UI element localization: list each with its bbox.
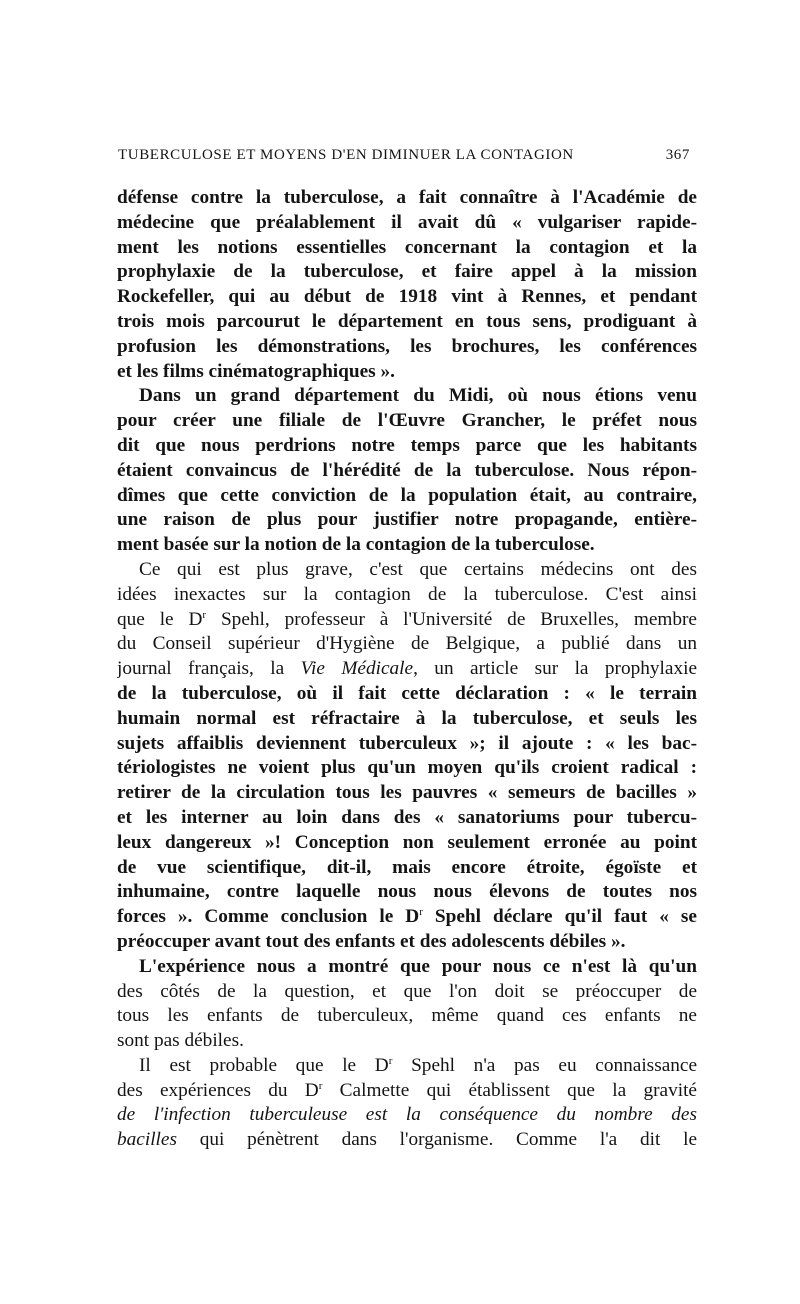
- text-line: [117, 781, 697, 806]
- text-segment: journal français, la: [117, 658, 301, 680]
- superscript: r: [388, 1054, 393, 1067]
- superscript: r: [419, 906, 423, 919]
- text-line: [117, 955, 697, 980]
- text-line: [117, 831, 697, 856]
- text-line: [117, 186, 697, 211]
- text-line: [117, 384, 697, 409]
- text-segment: prophylaxie de la tuberculose, et faire appel à la mission: [117, 261, 697, 283]
- text-line: [117, 508, 697, 533]
- text-segment: des expériences du D: [117, 1079, 319, 1101]
- text-segment: profusion les démonstrations, les brochures, les conférences: [117, 335, 697, 357]
- italic-text: Vie Médicale: [300, 658, 414, 680]
- text-line: [117, 905, 697, 930]
- text-line: [117, 657, 697, 682]
- text-segment: dîmes que cette conviction de la population était, au contraire,: [117, 484, 697, 506]
- text-segment: retirer de la circulation tous les pauvres « semeurs de bacilles »: [117, 782, 697, 804]
- text-line: [117, 558, 697, 583]
- text-line: [117, 1103, 697, 1128]
- text-line: [117, 211, 697, 236]
- text-segment: Calmette qui établissent que la gravité: [322, 1079, 697, 1101]
- text-segment: sont pas débiles.: [117, 1030, 244, 1052]
- text-line: [117, 583, 697, 608]
- text-line: [117, 533, 697, 558]
- text-segment: dit que nous perdrions notre temps parce que les habitants: [117, 434, 697, 456]
- text-line: [117, 434, 697, 459]
- text-line: [117, 1029, 697, 1054]
- page-number: 367: [665, 147, 690, 163]
- text-segment: des côtés de la question, et que l'on doit se préoccuper de: [117, 980, 697, 1002]
- text-segment: Spehl, professeur à l'Université de Bruxelles, membre: [206, 608, 697, 630]
- text-line: [117, 732, 697, 757]
- text-line: [117, 856, 697, 881]
- italic-text: de l'infection tuberculeuse est la conséquence du nombre des: [117, 1104, 697, 1126]
- text-segment: préoccuper avant tout des enfants et des adolescents débiles ».: [117, 930, 626, 952]
- italic-text: bacilles: [117, 1129, 177, 1151]
- text-segment: , un article sur la prophylaxie: [413, 658, 697, 680]
- text-line: [117, 608, 697, 633]
- text-segment: Rockefeller, qui au début de 1918 vint à Rennes, et pendant: [117, 286, 697, 308]
- superscript: r: [202, 608, 207, 621]
- text-segment: leux dangereux »! Conception non seulement erronée au point: [117, 831, 697, 853]
- text-segment: que le D: [117, 608, 203, 630]
- text-line: [117, 930, 697, 955]
- text-segment: L'expérience nous a montré que pour nous ce n'est là qu'un: [139, 955, 697, 977]
- text-segment: humain normal est réfractaire à la tuberculose, et seuls les: [117, 707, 697, 729]
- text-segment: trois mois parcourut le département en tous sens, prodiguant à: [117, 310, 697, 332]
- text-line: [117, 310, 697, 335]
- text-segment: médecine que préalablement il avait dû « vulgariser rapide-: [117, 211, 697, 233]
- text-segment: de la tuberculose, où il fait cette déclaration : « le terrain: [117, 682, 697, 704]
- text-segment: idées inexactes sur la contagion de la tuberculose. C'est ainsi: [117, 583, 697, 605]
- text-segment: étaient convaincus de l'hérédité de la tuberculose. Nous répon-: [117, 459, 697, 481]
- text-line: [117, 1079, 697, 1104]
- text-line: [117, 682, 697, 707]
- text-segment: Dans un grand département du Midi, où nous étions venu: [139, 385, 697, 407]
- running-header: [118, 147, 690, 164]
- text-line: [117, 484, 697, 509]
- text-segment: défense contre la tuberculose, a fait connaître à l'Académie de: [117, 187, 697, 208]
- text-segment: Il est probable que le D: [139, 1054, 389, 1076]
- text-line: [117, 1054, 697, 1079]
- text-line: [117, 260, 697, 285]
- text-line: [117, 980, 697, 1005]
- text-line: [117, 756, 697, 781]
- text-segment: tous les enfants de tuberculeux, même quand ces enfants ne: [117, 1005, 697, 1027]
- running-title: TUBERCULOSE ET MOYENS D'EN DIMINUER LA CONTAGION: [118, 147, 574, 163]
- text-segment: pour créer une filiale de l'Œuvre Grancher, le préfet nous: [117, 410, 697, 432]
- text-line: [117, 285, 697, 310]
- superscript: r: [318, 1079, 323, 1092]
- text-segment: Spehl déclare qu'il faut « se: [422, 906, 697, 928]
- text-segment: forces ». Comme conclusion le D: [117, 906, 420, 928]
- text-segment: de vue scientifique, dit-il, mais encore étroite, égoïste et: [117, 856, 697, 878]
- text-segment: sujets affaiblis deviennent tuberculeux »; il ajoute : « les bac-: [117, 732, 697, 754]
- text-line: [117, 409, 697, 434]
- text-segment: ment les notions essentielles concernant la contagion et la: [117, 236, 697, 258]
- text-line: [117, 632, 697, 657]
- text-segment: Spehl n'a pas eu connaissance: [392, 1054, 697, 1076]
- text-segment: du Conseil supérieur d'Hygiène de Belgique, a publié dans un: [117, 633, 697, 655]
- text-segment: une raison de plus pour justifier notre propagande, entière-: [117, 509, 697, 531]
- text-line: [117, 1004, 697, 1029]
- body-text: [117, 186, 697, 1153]
- text-segment: tériologistes ne voient plus qu'un moyen qu'ils croient radical :: [117, 757, 697, 779]
- text-segment: qui pénètrent dans l'organisme. Comme l'a dit le: [176, 1129, 697, 1151]
- text-segment: Ce qui est plus grave, c'est que certains médecins ont des: [139, 558, 697, 580]
- text-segment: et les interner au loin dans des « sanatoriums pour tubercu-: [117, 806, 697, 828]
- text-segment: inhumaine, contre laquelle nous nous élevons de toutes nos: [117, 881, 697, 903]
- text-segment: ment basée sur la notion de la contagion de la tuberculose.: [117, 534, 595, 556]
- text-line: [117, 236, 697, 261]
- text-line: [117, 806, 697, 831]
- text-segment: et les films cinématographiques ».: [117, 360, 395, 382]
- text-line: [117, 335, 697, 360]
- text-line: [117, 707, 697, 732]
- text-line: [117, 360, 697, 385]
- text-line: [117, 880, 697, 905]
- text-line: [117, 459, 697, 484]
- text-line: [117, 1128, 697, 1153]
